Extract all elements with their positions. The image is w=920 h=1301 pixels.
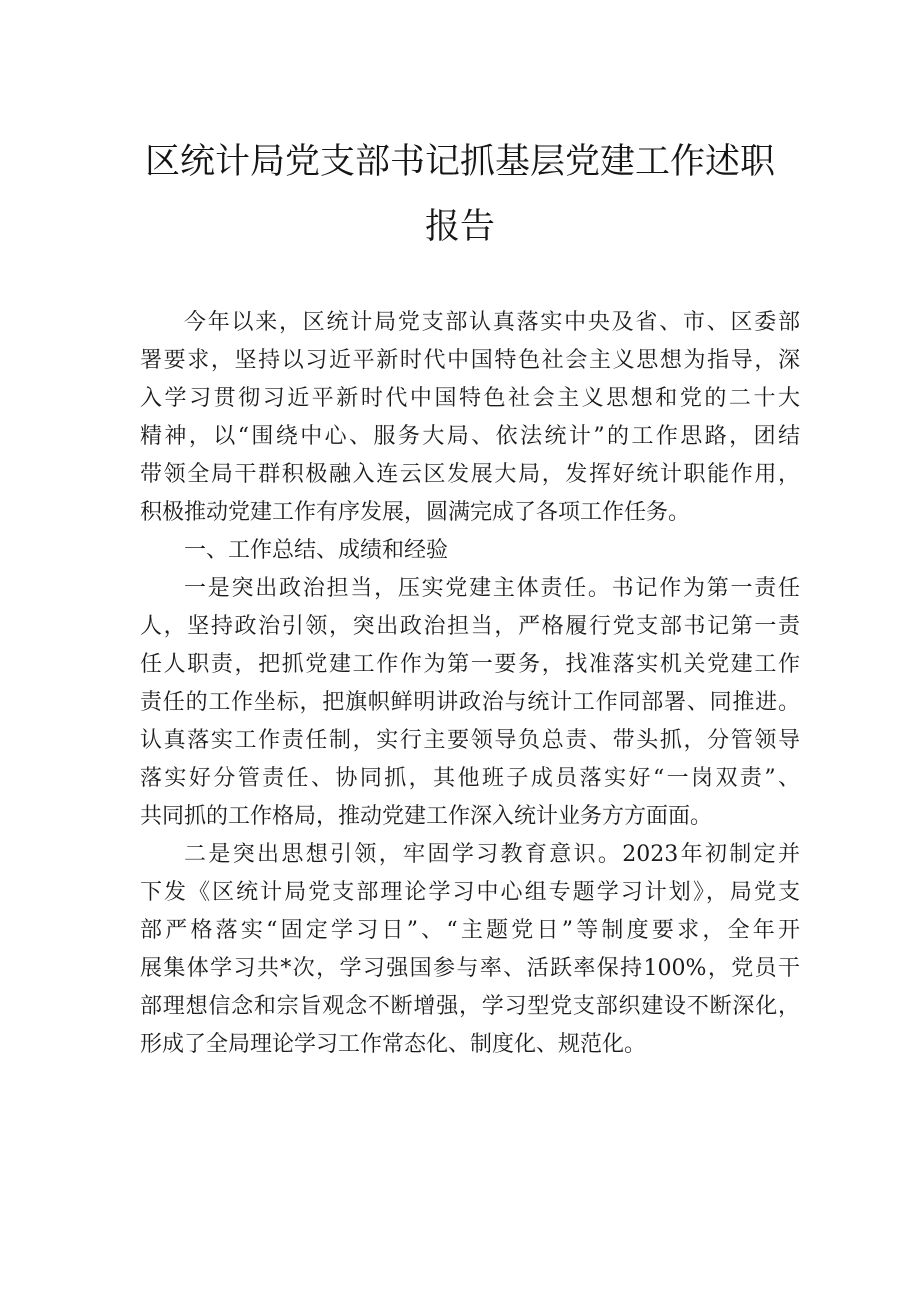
paragraph-3-line-5: 部理想信念和宗旨观念不断增强，学习型党支部织建设不断深化， bbox=[140, 994, 800, 1019]
paragraph-1-line-1: 今年以来，区统计局党支部认真落实中央及省、市、区委部 bbox=[184, 310, 800, 335]
paragraph-1-line-5: 带领全局干群积极融入连云区发展大局，发挥好统计职能作用， bbox=[140, 462, 800, 487]
paragraph-2-line-7: 共同抓的工作格局，推动党建工作深入统计业务方方面面。 bbox=[140, 804, 713, 829]
paragraph-3-line-1: 二是突出思想引领，牢固学习教育意识。2023年初制定并 bbox=[184, 842, 800, 867]
paragraph-2-line-5: 认真落实工作责任制，实行主要领导负总责、带头抓，分管领导 bbox=[140, 728, 800, 753]
document-title-line-2: 报告 bbox=[424, 207, 495, 247]
paragraph-3-line-2: 下发《区统计局党支部理论学习中心组专题学习计划》，局党支 bbox=[140, 880, 800, 905]
paragraph-1-line-2: 署要求，坚持以习近平新时代中国特色社会主义思想为指导，深 bbox=[140, 348, 800, 373]
paragraph-2-line-4: 责任的工作坐标，把旗帜鲜明讲政治与统计工作同部署、同推进。 bbox=[140, 690, 800, 715]
section-heading: 一、工作总结、成绩和经验 bbox=[184, 538, 449, 563]
paragraph-1-line-4: 精神，以“围绕中心、服务大局、依法统计”的工作思路，团结 bbox=[140, 424, 800, 449]
paragraph-1-line-6: 积极推动党建工作有序发展，圆满完成了各项工作任务。 bbox=[140, 500, 691, 525]
paragraph-2-line-1: 一是突出政治担当，压实党建主体责任。书记作为第一责任 bbox=[184, 576, 800, 601]
paragraph-2-line-6: 落实好分管责任、协同抓，其他班子成员落实好“一岗双责”、 bbox=[140, 766, 800, 791]
document-body bbox=[140, 304, 800, 1064]
paragraph-2-line-2: 人，坚持政治引领，突出政治担当，严格履行党支部书记第一责 bbox=[140, 614, 800, 639]
paragraph-3-line-6: 形成了全局理论学习工作常态化、制度化、规范化。 bbox=[140, 1032, 647, 1057]
document-title-line-1: 区统计局党支部书记抓基层党建工作述职 bbox=[144, 142, 775, 182]
paragraph-1-line-3: 入学习贯彻习近平新时代中国特色社会主义思想和党的二十大 bbox=[140, 386, 800, 411]
paragraph-2-line-3: 任人职责，把抓党建工作作为第一要务，找准落实机关党建工作 bbox=[140, 652, 800, 677]
paragraph-3-line-4: 展集体学习共*次，学习强国参与率、活跃率保持100%，党员干 bbox=[140, 956, 800, 981]
paragraph-3-line-3: 部严格落实“固定学习日”、“主题党日”等制度要求，全年开 bbox=[140, 918, 800, 943]
